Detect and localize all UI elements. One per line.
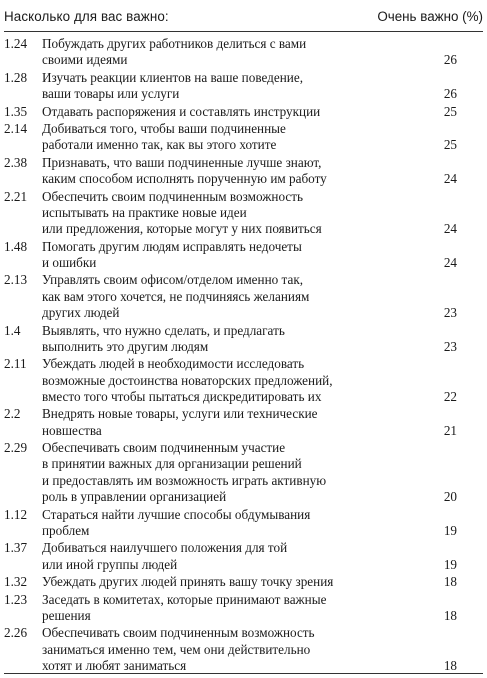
row-text: [42, 440, 425, 505]
table-row: [4, 155, 483, 188]
row-text-line: роль в управлении организацией: [42, 489, 227, 505]
row-value: 26: [443, 86, 457, 102]
row-code: 2.14: [4, 121, 28, 137]
row-text: [42, 104, 425, 120]
row-text: [42, 406, 425, 439]
row-value: 23: [443, 305, 457, 321]
row-text-line: Убеждать людей в необходимости исследовать: [42, 356, 305, 372]
row-text-line: каким способом исполнять порученную им работу: [42, 171, 327, 187]
row-value: 18: [443, 657, 457, 673]
table-row: [4, 323, 483, 356]
row-value: 26: [443, 52, 457, 68]
header-question: Насколько для вас важно:: [4, 9, 169, 24]
row-value: 21: [443, 422, 457, 438]
row-value: 19: [443, 522, 457, 538]
row-text: [42, 36, 425, 69]
row-text: [42, 592, 425, 625]
row-text-line: Помогать другим людям исправлять недочеты: [42, 238, 302, 254]
row-text-line: Заседать в комитетах, которые принимают важные: [42, 591, 327, 607]
table-row: [4, 592, 483, 625]
table-row: [4, 406, 483, 439]
row-text: [42, 189, 425, 238]
row-text-line: Обеспечивать своим подчиненным возможность: [42, 625, 315, 641]
row-text-line: вместо того чтобы пытаться дискредитировать их: [42, 388, 322, 404]
table-row: [4, 104, 483, 120]
row-value: 24: [443, 254, 457, 270]
table-row: [4, 239, 483, 272]
table-row: [4, 440, 483, 505]
row-text-line: в принятии важных для организации решений: [42, 456, 302, 472]
row-text: [42, 121, 425, 154]
row-text-line: своими идеями: [42, 52, 128, 68]
row-code: 1.23: [4, 591, 28, 607]
row-value: 18: [443, 607, 457, 623]
row-text-line: выполнить это другим людям: [42, 338, 209, 354]
table-row: [4, 70, 483, 103]
row-text: [42, 323, 425, 356]
header-rule: [4, 31, 483, 32]
table-row: [4, 356, 483, 405]
row-text: [42, 507, 425, 540]
row-text: [42, 356, 425, 405]
row-text-line: и ошибки: [42, 254, 97, 270]
row-text: [42, 239, 425, 272]
table-row: [4, 625, 483, 674]
row-value: 23: [443, 338, 457, 354]
row-code: 1.12: [4, 506, 28, 522]
table-row: [4, 272, 483, 321]
row-text: [42, 272, 425, 321]
row-text-line: работали именно так, как вы этого хотите: [42, 137, 277, 153]
row-text-line: Изучать реакции клиентов на ваше поведение,: [42, 69, 303, 85]
row-text-line: Обеспечивать своим подчиненным участие: [42, 440, 286, 456]
row-text: [42, 625, 425, 674]
row-text-line: как вам этого хочется, не подчиняясь желаниям: [42, 288, 310, 304]
row-code: 1.35: [4, 103, 28, 119]
row-text-line: Добиваться того, чтобы ваши подчиненные: [42, 121, 286, 137]
table-row: [4, 540, 483, 573]
row-text-line: решения: [42, 607, 91, 623]
row-code: 1.32: [4, 574, 28, 590]
row-text-line: проблем: [42, 522, 90, 538]
row-code: 2.26: [4, 625, 28, 641]
row-code: 2.29: [4, 440, 28, 456]
row-text-line: Выявлять, что нужно сделать, и предлагать: [42, 322, 285, 338]
header-importance: Очень важно (%): [377, 9, 483, 24]
table-body: [4, 36, 483, 675]
row-text-line: Стараться найти лучшие способы обдумывания: [42, 506, 311, 522]
row-value: 24: [443, 221, 457, 237]
row-text-line: ваши товары или услуги: [42, 86, 180, 102]
row-value: 18: [443, 574, 457, 590]
table-row: [4, 189, 483, 238]
table-row: [4, 507, 483, 540]
row-text-line: или иной группы людей: [42, 556, 178, 572]
row-text-line: и предоставлять им возможность играть активную: [42, 472, 327, 488]
row-text-line: Отдавать распоряжения и составлять инструкции: [42, 103, 321, 119]
row-code: 1.48: [4, 238, 28, 254]
row-value: 25: [443, 137, 457, 153]
row-text-line: других людей: [42, 305, 120, 321]
row-value: 24: [443, 171, 457, 187]
row-code: 2.11: [4, 356, 27, 372]
row-text-line: Управлять своим офисом/отделом именно так,: [42, 272, 304, 288]
bottom-rule: [4, 673, 483, 674]
table-row: [4, 574, 483, 590]
table-row: [4, 36, 483, 69]
table-header: [4, 9, 483, 27]
row-text-line: или предложения, которые могут у них появиться: [42, 221, 322, 237]
row-code: 1.28: [4, 69, 28, 85]
row-text-line: испытывать на практике новые идеи: [42, 204, 247, 220]
row-text-line: Внедрять новые товары, услуги или технические: [42, 406, 318, 422]
row-text-line: Признавать, что ваши подчиненные лучше знают,: [42, 154, 322, 170]
row-text: [42, 70, 425, 103]
row-code: 1.4: [4, 322, 21, 338]
row-text-line: Добиваться наилучшего положения для той: [42, 540, 288, 556]
row-code: 2.21: [4, 188, 28, 204]
row-text: [42, 155, 425, 188]
row-code: 1.37: [4, 540, 28, 556]
row-text-line: заниматься именно тем, чем они действительно: [42, 641, 311, 657]
table-row: [4, 121, 483, 154]
row-value: 20: [443, 489, 457, 505]
row-value: 19: [443, 556, 457, 572]
row-text-line: Побуждать других работников делиться с вами: [42, 36, 307, 51]
row-text: [42, 574, 425, 590]
row-code: 2.38: [4, 154, 28, 170]
row-code: 2.13: [4, 272, 28, 288]
row-text-line: Убеждать других людей принять вашу точку зрения: [42, 574, 334, 590]
row-text-line: новшества: [42, 422, 102, 438]
row-text: [42, 540, 425, 573]
row-text-line: хотят и любят заниматься: [42, 657, 187, 673]
row-value: 25: [443, 103, 457, 119]
row-value: 22: [443, 388, 457, 404]
row-code: 2.2: [4, 406, 21, 422]
row-text-line: возможные достоинства новаторских предложений,: [42, 372, 333, 388]
row-code: 1.24: [4, 36, 28, 51]
row-text-line: Обеспечить своим подчиненным возможность: [42, 188, 304, 204]
